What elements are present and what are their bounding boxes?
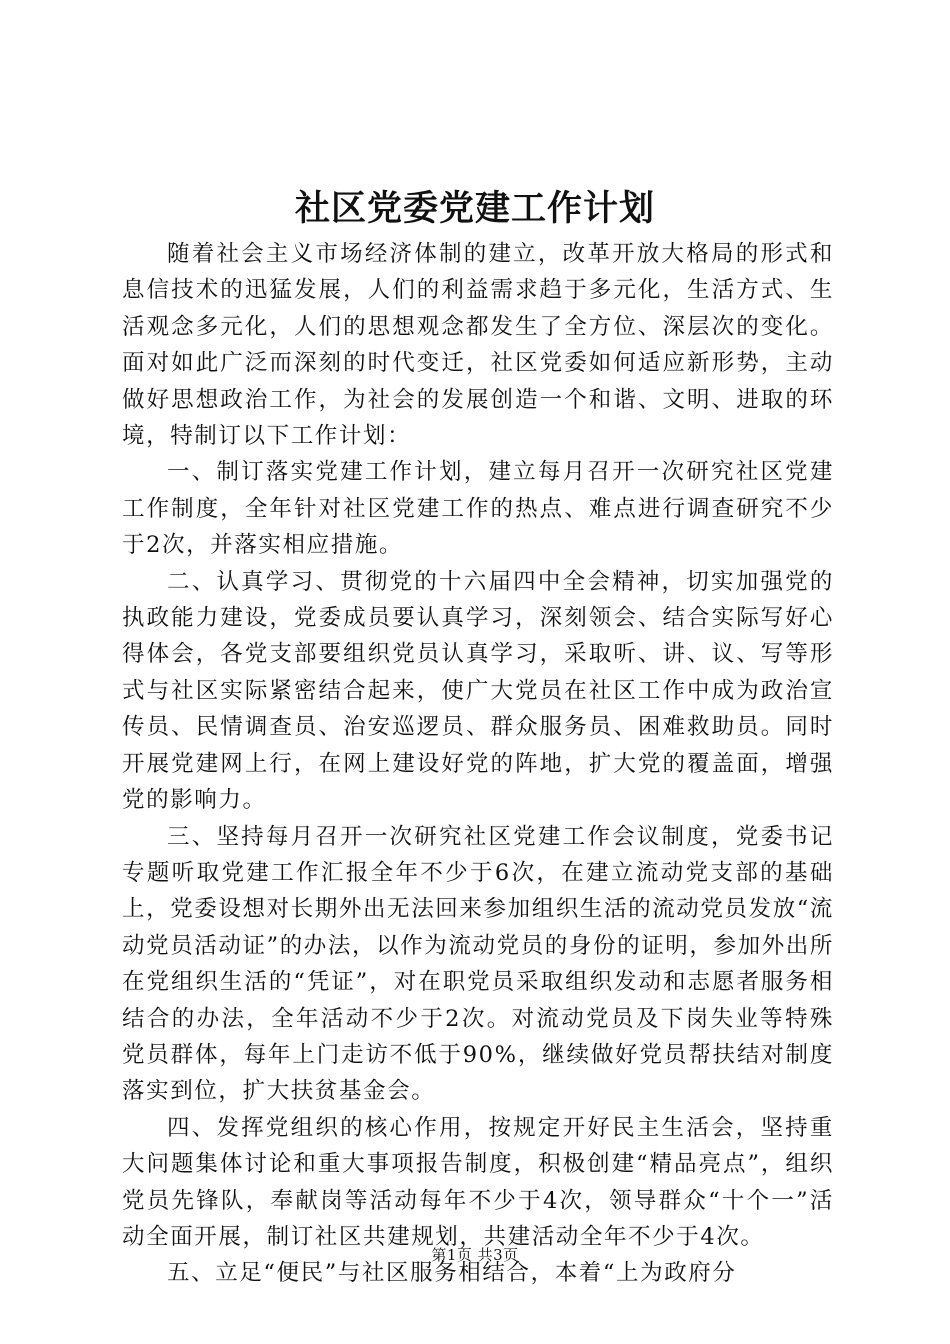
page-number-footer: 第1页 共3页 (431, 1246, 519, 1264)
paragraph-item-4: 四、发挥党组织的核心作用，按规定开好民主生活会，坚持重大问题集体讨论和重大事项报告制度，积极创建“精品亮点”，组织党员先锋队，奉献岗等活动每年不少于4次，领导群众“十个一”活动全面开展，制订社区共建规划，共建活动全年不少于4次。 (122, 1114, 834, 1250)
paragraph-item-1: 一、制订落实党建工作计划，建立每月召开一次研究社区党建工作制度，全年针对社区党建工作的热点、难点进行调查研究不少于2次，并落实相应措施。 (122, 459, 834, 559)
paragraph-item-5: 五、立足“便民”与社区服务相结合，本着“上为政府分 (167, 1260, 737, 1287)
document-body (122, 236, 834, 1292)
intro-paragraph: 随着社会主义市场经济体制的建立，改革开放大格局的形式和息信技术的迅猛发展，人们的利益需求趋于多元化，生活方式、生活观念多元化，人们的思想观念都发生了全方位、深层次的变化。面对如此广泛而深刻的时代变迁，社区党委如何适应新形势，主动做好思想政治工作，为社会的发展创造一个和谐、文明、进取的环境，特制订以下工作计划： (122, 241, 834, 450)
paragraph-item-3: 三、坚持每月召开一次研究社区党建工作会议制度，党委书记专题听取党建工作汇报全年不少于6次，在建立流动党支部的基础上，党委设想对长期外出无法回来参加组织生活的流动党员发放“流动党员活动证”的办法，以作为流动党员的身份的证明，参加外出所在党组织生活的“凭证”，对在职党员采取组织发动和志愿者服务相结合的办法，全年活动不少于2次。对流动党员及下岗失业等特殊党员群体，每年上门走访不低于90%，继续做好党员帮扶结对制度落实到位，扩大扶贫基金会。 (122, 823, 835, 1105)
paragraph-item-2: 二、认真学习、贯彻党的十六届四中全会精神，切实加强党的执政能力建设，党委成员要认真学习，深刻领会、结合实际写好心得体会，各党支部要组织党员认真学习，采取听、讲、议、写等形式与社区实际紧密结合起来，使广大党员在社区工作中成为政治宣传员、民情调查员、治安巡逻员、群众服务员、困难救助员。同时开展党建网上行，在网上建设好党的阵地，扩大党的覆盖面，增强党的影响力。 (122, 568, 834, 814)
document-title: 社区党委党建工作计划 (294, 188, 655, 229)
